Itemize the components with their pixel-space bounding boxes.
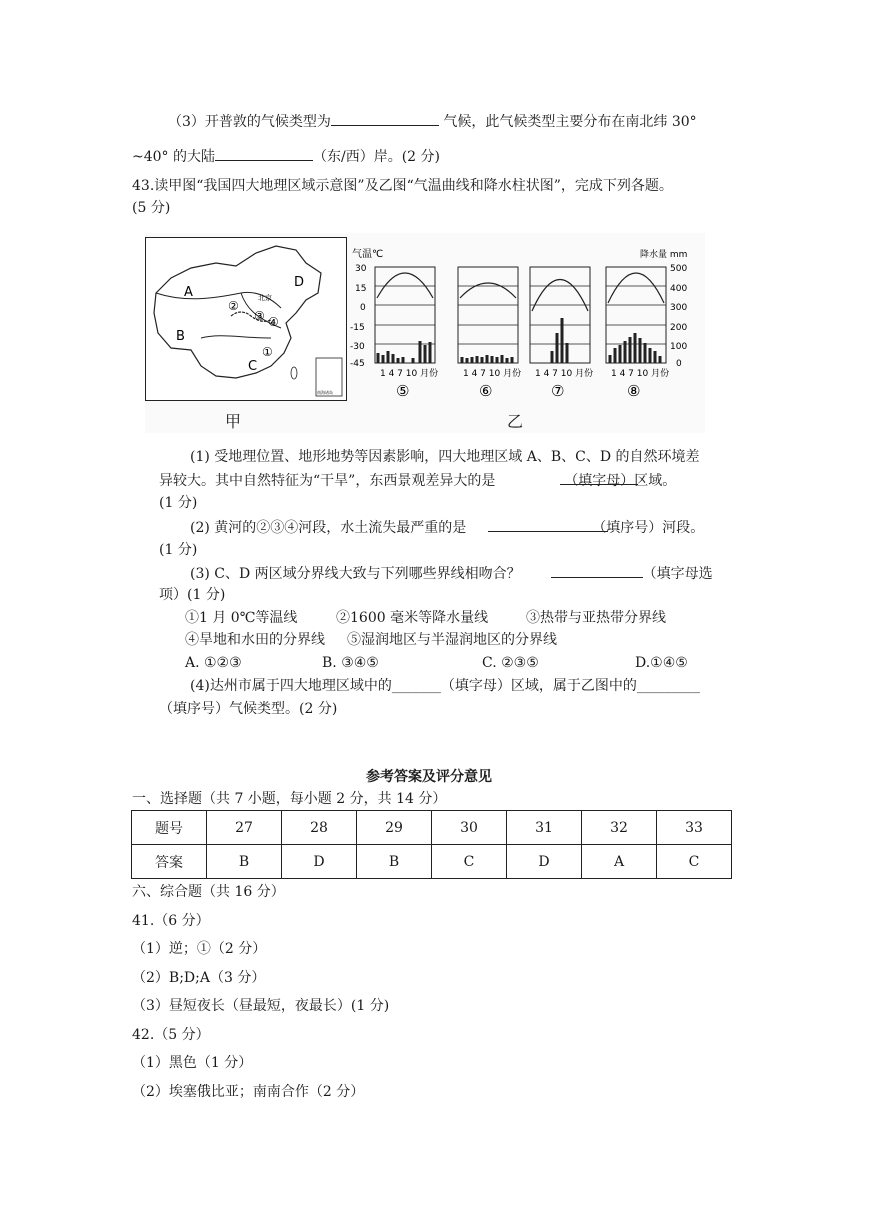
q43-2-line1: (2) 黄河的②③④河段，水土流失最严重的是 （填序号）河段。: [190, 517, 704, 538]
answer-41-3: （3）昼短夜长（昼最短，夜最长）(1 分): [132, 998, 390, 1014]
q43-4-line1: (4)达州市属于四大地理区域中的_______（填字母）区域，属于乙图中的_________: [190, 678, 700, 694]
chart-id-7: ⑦: [551, 382, 565, 400]
map-label-4: ④: [268, 315, 279, 329]
table-cell: D: [282, 845, 357, 879]
svg-text:-30: -30: [350, 342, 365, 352]
figure-label-jia: 甲: [225, 412, 242, 431]
q43-3-choice-a[interactable]: A. ①②③: [185, 655, 242, 671]
map-label-a: A: [184, 285, 193, 300]
table-cell: 答案: [132, 845, 207, 879]
svg-text:30: 30: [355, 264, 367, 274]
answer-blank[interactable]: [215, 146, 313, 161]
table-cell: 30: [432, 811, 507, 845]
answer-42-2: （2）埃塞俄比亚；南南合作（2 分）: [132, 1084, 365, 1100]
q43-3-choice-d[interactable]: D.①④⑤: [635, 655, 688, 671]
answer-blank[interactable]: [331, 111, 439, 126]
table-cell: 题号: [132, 811, 207, 845]
answers-heading: 参考答案及评分意见: [366, 769, 492, 785]
q43-1-score: (1 分): [159, 495, 198, 511]
q43-3-option-3: ③热带与亚热带分界线: [526, 610, 666, 626]
chart-id-6: ⑥: [479, 382, 493, 400]
answer-42-1: （1）黑色（1 分）: [132, 1055, 253, 1071]
climate-chart-6: [458, 267, 521, 400]
table-cell: 28: [282, 811, 357, 845]
svg-text:-15: -15: [350, 323, 365, 333]
q43-3-option-1: ①1 月 0℃等温线: [185, 610, 298, 626]
table-cell: 31: [507, 811, 582, 845]
table-cell: 29: [357, 811, 432, 845]
svg-text:100: 100: [670, 342, 688, 352]
svg-text:0: 0: [676, 359, 682, 369]
map-label-south-sea: 南海诸岛: [317, 390, 333, 395]
svg-text:300: 300: [670, 303, 688, 313]
precip-ticks: [670, 264, 687, 369]
q43-4-line2: （填序号）气候类型。(2 分): [159, 701, 338, 717]
table-cell: D: [507, 845, 582, 879]
q43-title: 43.读甲图“我国四大地理区域示意图”及乙图“气温曲线和降水柱状图”，完成下列各题。: [132, 178, 673, 194]
table-cell: C: [432, 845, 507, 879]
chart-id-5: ⑤: [396, 382, 410, 400]
temp-axis-label: 气温℃: [352, 249, 384, 260]
q43-3-line2: 项）(1 分): [159, 587, 226, 603]
table-cell: 27: [207, 811, 282, 845]
map-label-beijing: 北京: [258, 294, 272, 302]
china-regions-map: [145, 237, 347, 401]
chart-id-8: ⑧: [627, 382, 641, 400]
table-row: [132, 845, 732, 879]
month-ticks-5: 1 4 7 10 月份: [380, 369, 439, 379]
figure-label-yi: 乙: [507, 412, 524, 431]
q43-3-option-4: ④旱地和水田的分界线: [185, 632, 325, 648]
month-ticks-6: 1 4 7 10 月份: [463, 369, 522, 379]
svg-text:15: 15: [355, 284, 367, 294]
svg-text:400: 400: [670, 284, 688, 294]
month-ticks-7: 1 4 7 10 月份: [535, 369, 594, 379]
q43-3-choice-c[interactable]: C. ②③⑤: [482, 655, 539, 671]
answer-41-1: （1）逆；①（2 分）: [132, 941, 267, 957]
answer-blank[interactable]: [551, 563, 643, 578]
map-label-2: ②: [228, 299, 239, 313]
svg-text:-45: -45: [350, 359, 365, 369]
climate-chart-5: [375, 267, 438, 400]
svg-text:0: 0: [360, 303, 366, 313]
map-label-1: ①: [262, 345, 273, 359]
q43-3-option-5: ⑤湿润地区与半湿润地区的分界线: [347, 632, 557, 648]
svg-text:500: 500: [670, 264, 688, 274]
map-label-d: D: [294, 275, 305, 290]
map-label-3: ③: [254, 309, 265, 323]
q42-3-line2: ~40° 的大陆 （东/西）岸。(2 分): [132, 146, 440, 167]
q43-1-line2: 异较大。其中自然特征为“干旱”，东西景观差异大的是 （填字母）区域。: [159, 470, 676, 491]
answers-section-1: 一、选择题（共 7 小题，每小题 2 分，共 14 分）: [132, 791, 447, 807]
temp-ticks: [350, 264, 367, 369]
table-row: [132, 811, 732, 845]
q42-3-line1: （3）开普敦的气候类型为 气候，此气候类型主要分布在南北纬 30°: [168, 111, 697, 132]
table-cell: 32: [582, 811, 657, 845]
month-ticks-8: 1 4 7 10 月份: [611, 369, 670, 379]
table-cell: B: [207, 845, 282, 879]
answer-41-2: （2）B;D;A（3 分）: [132, 970, 266, 986]
map-label-b: B: [176, 329, 185, 344]
answer-42: 42.（5 分）: [132, 1027, 210, 1043]
q43-3-option-2: ②1600 毫米等降水量线: [336, 610, 489, 626]
answer-41: 41.（6 分）: [132, 913, 210, 929]
answers-section-6: 六、综合题（共 16 分）: [132, 884, 285, 900]
table-cell: B: [357, 845, 432, 879]
q43-3-choice-b[interactable]: B. ③④⑤: [322, 655, 379, 671]
q43-figure: [145, 233, 705, 433]
precip-axis-label: 降水量 mm: [640, 250, 688, 260]
q43-2-score: (1 分): [159, 542, 198, 558]
q43-score: (5 分): [132, 200, 171, 216]
q43-1-line1: (1) 受地理位置、地形地势等因素影响，四大地理区域 A、B、C、D 的自然环境差: [190, 449, 700, 465]
climate-chart-8: [606, 267, 669, 400]
climate-charts: [350, 233, 705, 408]
answer-table: [131, 810, 732, 879]
svg-text:200: 200: [670, 323, 688, 333]
map-label-c: C: [248, 359, 258, 374]
table-cell: C: [657, 845, 732, 879]
map-drawing: [146, 238, 346, 400]
table-cell: A: [582, 845, 657, 879]
table-cell: 33: [657, 811, 732, 845]
climate-chart-7: [530, 267, 593, 400]
answer-blank[interactable]: [488, 517, 608, 532]
q43-3-line1: (3) C、D 两区域分界线大致与下列哪些界线相吻合？ （填字母选: [190, 563, 713, 584]
